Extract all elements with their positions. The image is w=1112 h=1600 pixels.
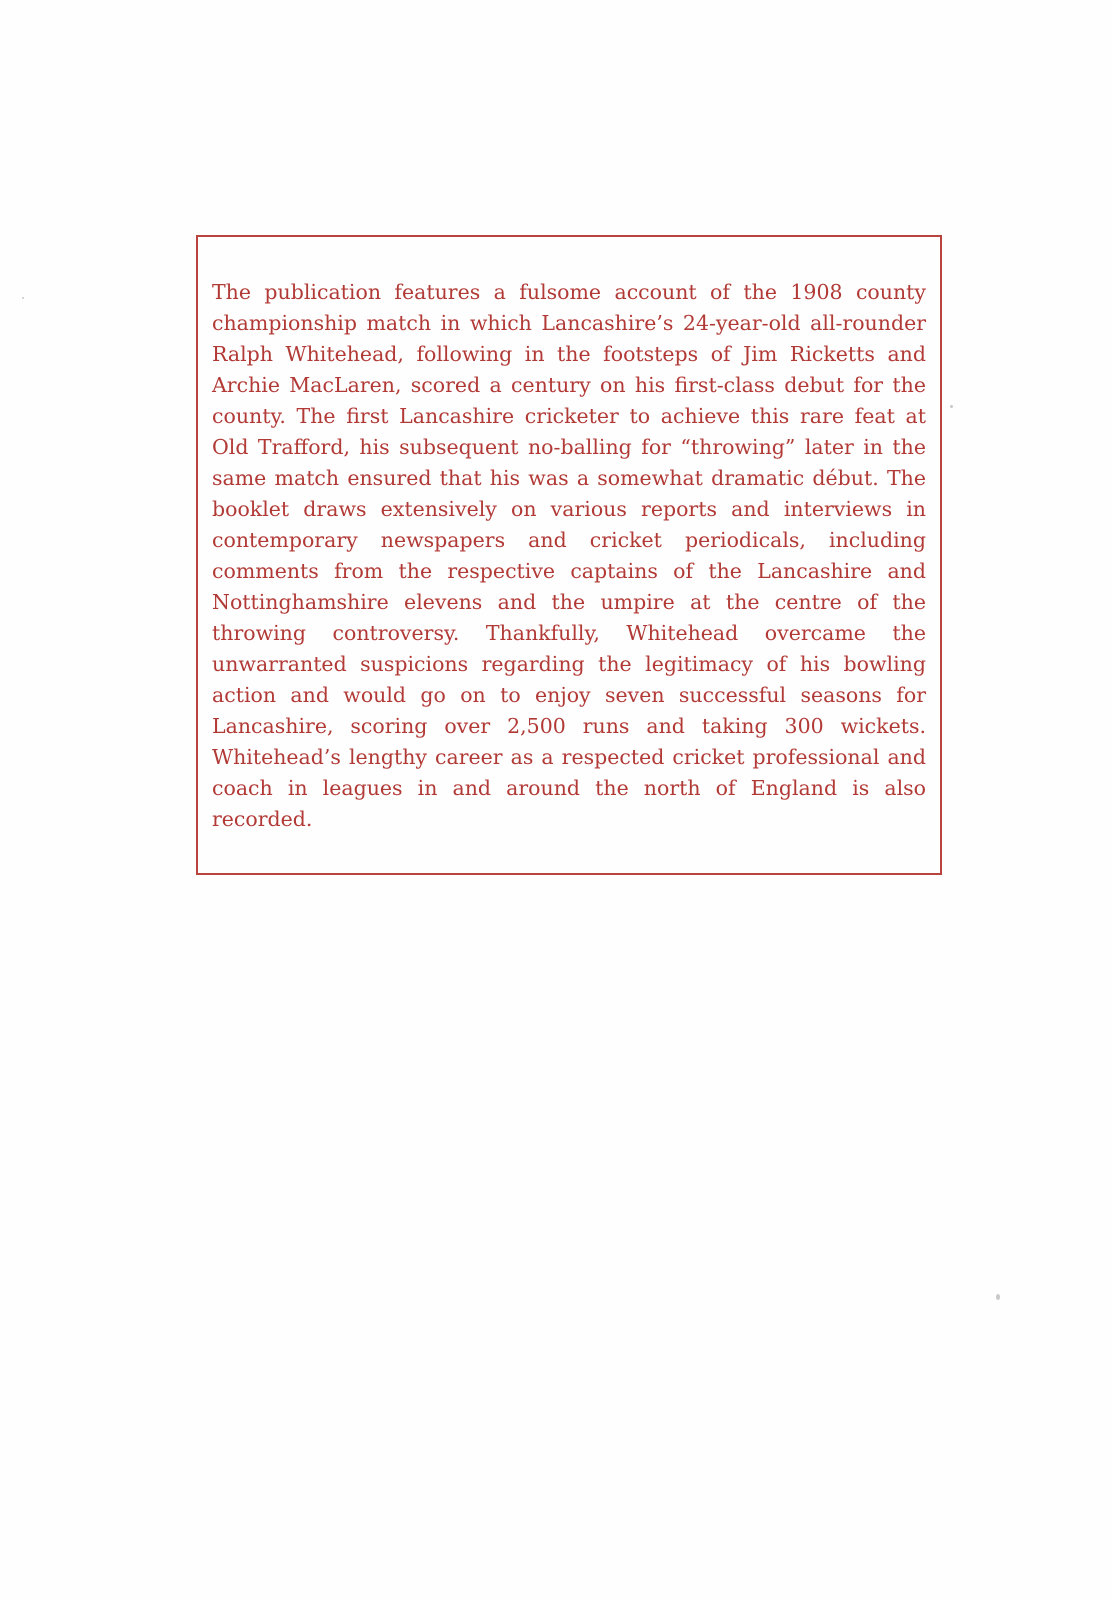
paper-speck	[950, 405, 953, 408]
blurb-text: The publication features a fulsome account of the 1908 county championship match in which Lancashire’s 24-year-old all-rounder Ralph Whitehead, following in the footsteps of Jim Ricketts and Archie MacLaren, scored a century on his first-class debut for the county. The first Lancashire cricketer to achieve this rare feat at Old Trafford, his subsequent no-balling for “throwing” later in the same match ensured that his was a somewhat dramatic début. The booklet draws extensively on various reports and interviews in contemporary newspapers and cricket periodicals, including comments from the respective captains of the Lancashire and Nottinghamshire elevens and the umpire at the centre of the throwing controversy. Thankfully, Whitehead overcame the unwarranted suspicions regarding the legitimacy of his bowling action and would go on to enjoy seven successful seasons for Lancashire, scoring over 2,500 runs and taking 300 wickets. Whitehead’s lengthy career as a respected cricket professional and coach in leagues in and around the north of England is also recorded.	[212, 280, 926, 831]
paper-speck	[996, 1294, 1000, 1300]
paper-speck	[22, 297, 24, 299]
blurb-box	[196, 235, 942, 875]
